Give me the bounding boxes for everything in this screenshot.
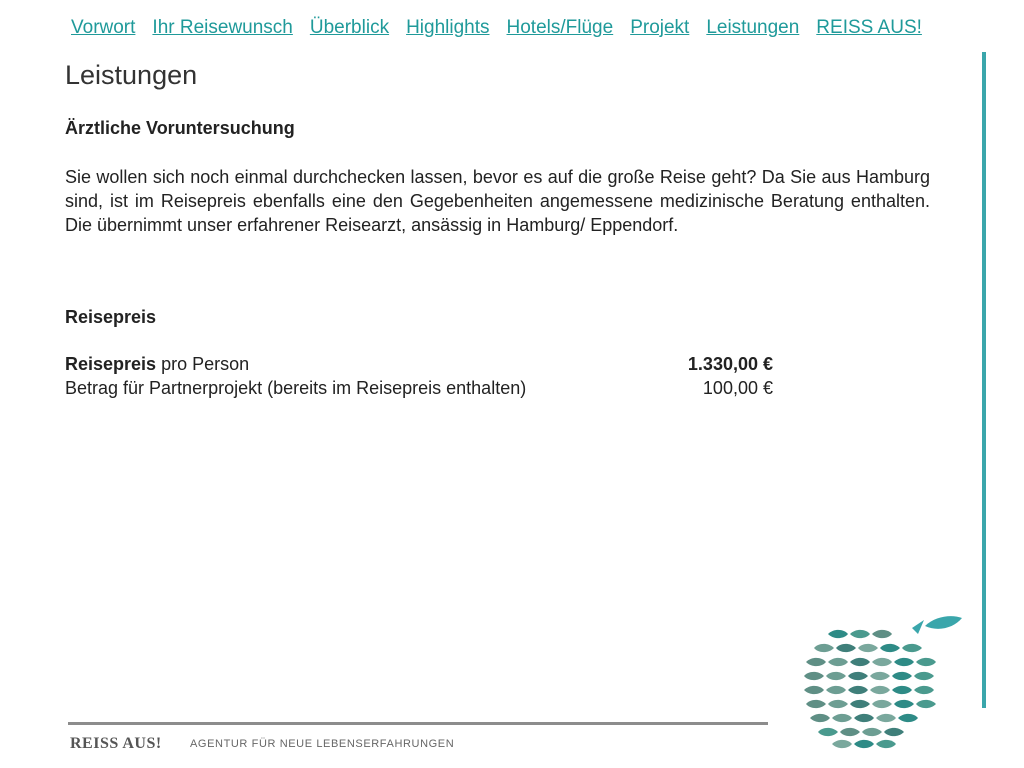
section-heading-reisepreis: Reisepreis	[65, 307, 157, 327]
fish-shape	[828, 658, 848, 666]
price-row-partnerprojekt	[65, 378, 773, 399]
fish-shape	[806, 658, 826, 666]
footer-tagline: AGENTUR FÜR NEUE LEBENSERFAHRUNGEN	[190, 738, 455, 750]
fish-shape	[898, 714, 918, 722]
fish-shape	[894, 658, 914, 666]
fish-shape	[826, 686, 846, 694]
section-body-voruntersuchung: Sie wollen sich noch einmal durchchecken lassen, bevor es auf die große Reise geht? Da Sie aus Hamburg sind, ist im Reisepreis ebenfalls eine den Gegebenheiten angemessene medizinische Beratung enthalten. Die übernimmt unser erfahrener Reisearzt, ansässig in Hamburg/ Eppendorf.	[65, 167, 930, 235]
price-row-reisepreis	[65, 354, 773, 375]
fish-apple-logo-icon	[800, 610, 965, 755]
page-title: Leistungen	[65, 60, 198, 90]
fish-shape	[894, 700, 914, 708]
fish-shape	[826, 672, 846, 680]
fish-shape	[828, 700, 848, 708]
price-row-value: 1.330,00 €	[687, 354, 773, 374]
nav-link-leistungen[interactable]: Leistungen	[706, 17, 800, 38]
price-row-label	[65, 354, 249, 375]
fish-shape	[884, 728, 904, 736]
fish-shape	[880, 644, 900, 652]
fish-shape	[854, 740, 874, 748]
fish-shape	[840, 728, 860, 736]
fish-shape	[862, 728, 882, 736]
fish-shape	[870, 672, 890, 680]
section-heading-voruntersuchung: Ärztliche Voruntersuchung	[65, 118, 295, 138]
fish-shape	[818, 728, 838, 736]
nav-link-highlights[interactable]: Highlights	[406, 17, 490, 38]
price-row-value: 100,00 €	[702, 378, 773, 398]
fish-shape	[828, 630, 848, 638]
fish-shape	[858, 644, 878, 652]
fish-shape	[848, 686, 868, 694]
fish-shape	[850, 658, 870, 666]
nav-link-projekt[interactable]: Projekt	[630, 17, 690, 38]
fish-shape	[814, 644, 834, 652]
top-navigation	[71, 17, 922, 39]
nav-link-ueberblick[interactable]: Überblick	[309, 17, 390, 38]
nav-link-vorwort[interactable]: Vorwort	[71, 17, 136, 38]
footer-rule	[68, 722, 768, 725]
fish-shape	[810, 714, 830, 722]
price-row-label-rest: pro Person	[156, 354, 250, 374]
fish-shape	[892, 686, 912, 694]
fish-shape	[836, 644, 856, 652]
fish-shape	[832, 714, 852, 722]
fish-shape	[872, 630, 892, 638]
fish-shape	[876, 714, 896, 722]
fish-shape	[916, 658, 936, 666]
fish-shape	[914, 686, 934, 694]
nav-link-hotels-fluege[interactable]: Hotels/Flüge	[506, 17, 614, 38]
nav-link-ihr-reisewunsch[interactable]: Ihr Reisewunsch	[152, 17, 293, 38]
fish-shape	[872, 658, 892, 666]
fish-shape	[848, 672, 868, 680]
fish-shape	[804, 686, 824, 694]
fish-shape	[914, 672, 934, 680]
fish-shape	[892, 672, 912, 680]
fish-shape	[916, 700, 936, 708]
fish-shape	[876, 740, 896, 748]
fish-shape	[902, 644, 922, 652]
nav-link-reiss-aus[interactable]: REISS AUS!	[816, 17, 922, 38]
fish-shape	[854, 714, 874, 722]
fish-shape	[832, 740, 852, 748]
price-row-label-bold: Reisepreis	[65, 354, 157, 374]
right-accent-rule	[982, 52, 986, 708]
fish-shape	[850, 630, 870, 638]
fish-shape	[872, 700, 892, 708]
fish-shape	[850, 700, 870, 708]
fish-shape	[806, 700, 826, 708]
fish-shape	[804, 672, 824, 680]
price-row-label: Betrag für Partnerprojekt (bereits im Reisepreis enthalten)	[65, 378, 527, 398]
footer-logo: REISS AUS!	[70, 735, 162, 752]
fish-shape	[870, 686, 890, 694]
